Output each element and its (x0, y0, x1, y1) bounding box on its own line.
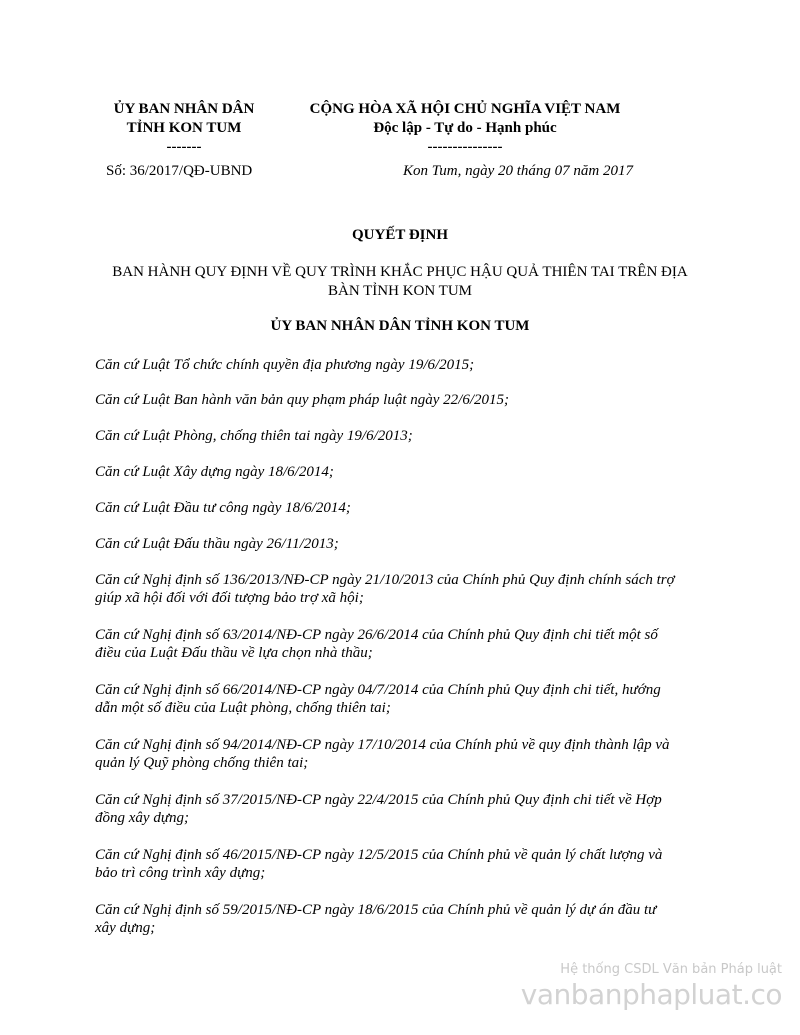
issuing-authority-divider: ------- (166, 139, 202, 155)
legal-basis-item (95, 463, 720, 481)
legal-basis-item (95, 681, 720, 717)
legal-basis-line1: Căn cứ Luật Ban hành văn bản quy phạm pháp luật ngày 22/6/2015; (95, 392, 509, 408)
legal-basis-line2: xây dựng; (95, 920, 156, 936)
legal-basis-line1: Căn cứ Nghị định số 37/2015/NĐ-CP ngày 22/4/2015 của Chính phủ Quy định chi tiết về Hợp (95, 792, 662, 808)
place-and-date: Kon Tum, ngày 20 tháng 07 năm 2017 (403, 163, 634, 179)
legal-basis-item (95, 901, 720, 937)
legal-basis-line1: Căn cứ Nghị định số 59/2015/NĐ-CP ngày 18/6/2015 của Chính phủ về quản lý dự án đầu tư (95, 902, 657, 918)
national-motto: Độc lập - Tự do - Hạnh phúc (373, 120, 557, 136)
legal-basis-item (95, 499, 720, 517)
watermark-caption: Hệ thống CSDL Văn bản Pháp luật (560, 962, 782, 977)
legal-basis-line1: Căn cứ Luật Tổ chức chính quyền địa phương ngày 19/6/2015; (95, 357, 475, 373)
legal-basis-line2: điều của Luật Đấu thầu về lựa chọn nhà thầu; (95, 645, 373, 661)
legal-basis-line1: Căn cứ Nghị định số 94/2014/NĐ-CP ngày 17/10/2014 của Chính phủ về quy định thành lập và (95, 737, 670, 753)
legal-basis-item (95, 391, 720, 409)
legal-basis-line1: Căn cứ Nghị định số 136/2013/NĐ-CP ngày 21/10/2013 của Chính phủ Quy định chính sách trợ (95, 572, 675, 588)
legal-basis-line1: Căn cứ Luật Đấu thầu ngày 26/11/2013; (95, 536, 339, 552)
national-motto-block (270, 100, 660, 157)
legal-basis-item (95, 736, 720, 772)
legal-basis-line1: Căn cứ Luật Phòng, chống thiên tai ngày 19/6/2013; (95, 428, 413, 444)
legal-basis-line1: Căn cứ Luật Xây dựng ngày 18/6/2014; (95, 464, 334, 480)
legal-basis-line2: dẫn một số điều của Luật phòng, chống thiên tai; (95, 700, 391, 716)
legal-basis-item (95, 356, 720, 374)
legal-basis-line2: bảo trì công trình xây dựng; (95, 865, 266, 881)
national-motto-divider: --------------- (427, 139, 503, 155)
legal-basis-line1: Căn cứ Nghị định số 63/2014/NĐ-CP ngày 26/6/2014 của Chính phủ Quy định chi tiết một số (95, 627, 658, 643)
national-title: CỘNG HÒA XÃ HỘI CHỦ NGHĨA VIỆT NAM (309, 101, 621, 117)
legal-basis-item (95, 791, 720, 827)
legal-basis-line2: đồng xây dựng; (95, 810, 189, 826)
issuing-authority-line2: TỈNH KON TUM (126, 120, 242, 136)
legal-basis-line2: giúp xã hội đối với đối tượng bảo trợ xã hội; (95, 590, 364, 606)
document-title: QUYẾT ĐỊNH (352, 227, 448, 243)
legal-basis-item (95, 846, 720, 882)
subtitle-line2: BÀN TỈNH KON TUM (327, 283, 473, 299)
legal-basis-line1: Căn cứ Nghị định số 66/2014/NĐ-CP ngày 04/7/2014 của Chính phủ Quy định chi tiết, hướng (95, 682, 661, 698)
legal-basis-item (95, 535, 720, 553)
legal-basis-line2: quản lý Quỹ phòng chống thiên tai; (95, 755, 309, 771)
document-number: Số: 36/2017/QĐ-UBND (106, 163, 253, 179)
document-subtitle (0, 263, 800, 301)
legal-basis-item (95, 427, 720, 445)
legal-basis-line1: Căn cứ Luật Đầu tư công ngày 18/6/2014; (95, 500, 351, 516)
issuing-authority-line1: ỦY BAN NHÂN DÂN (113, 101, 255, 117)
legal-basis-item (95, 571, 720, 607)
legal-basis-line1: Căn cứ Nghị định số 46/2015/NĐ-CP ngày 12/5/2015 của Chính phủ về quản lý chất lượng và (95, 847, 663, 863)
issuing-authority-block (90, 100, 278, 157)
subtitle-line1: BAN HÀNH QUY ĐỊNH VỀ QUY TRÌNH KHẮC PHỤC HẬU QUẢ THIÊN TAI TRÊN ĐỊA (112, 264, 688, 280)
legal-basis-item (95, 626, 720, 662)
authority-heading: ỦY BAN NHÂN DÂN TỈNH KON TUM (270, 318, 530, 334)
watermark-site: vanbanphapluat.co (520, 978, 782, 1011)
